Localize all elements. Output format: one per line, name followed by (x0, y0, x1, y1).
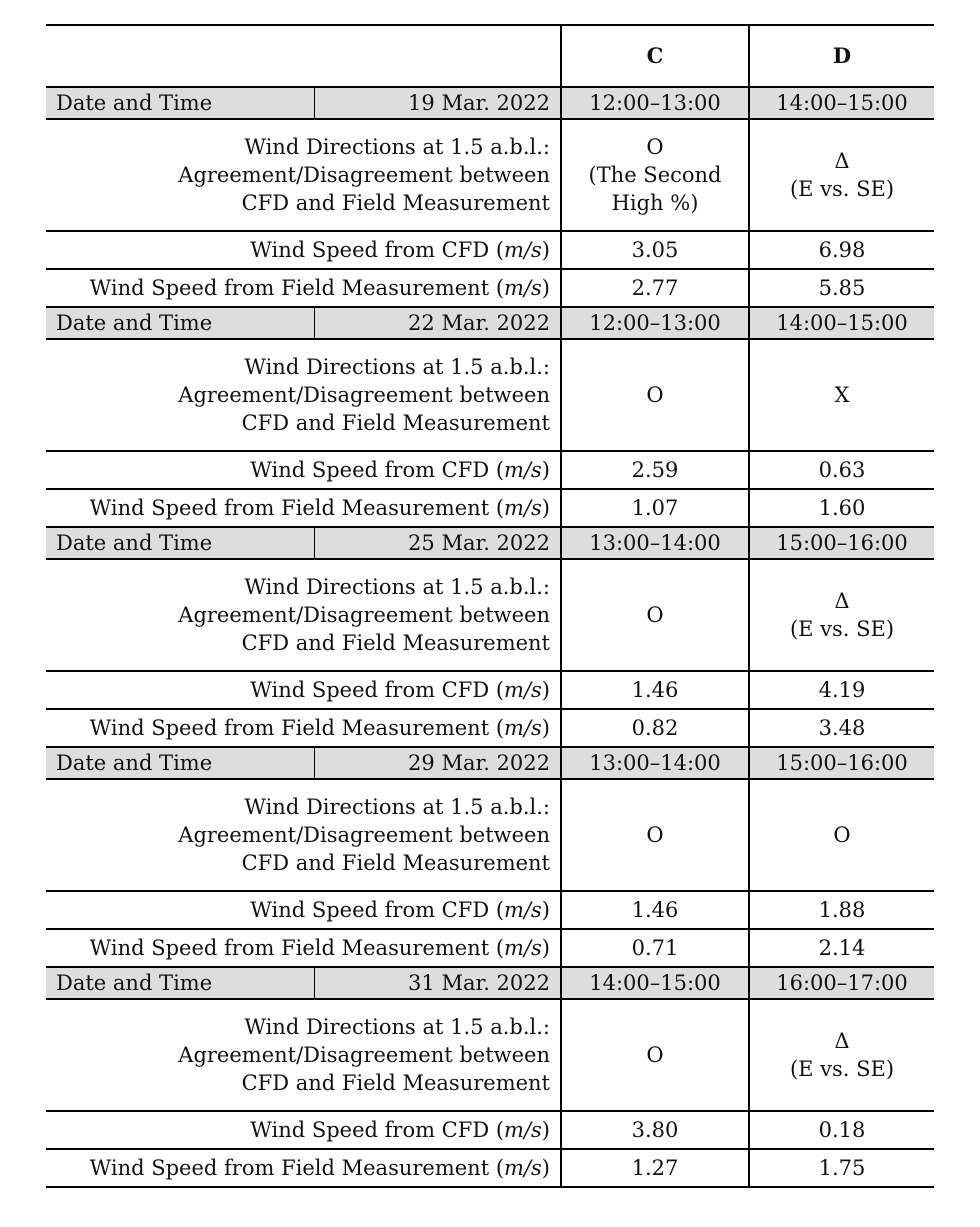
table-body (46, 25, 934, 1187)
field-speed-d: 5.85 (749, 269, 934, 307)
cfd-speed-d: 0.63 (749, 451, 934, 489)
label-text: Wind Speed from CFD ( (250, 458, 505, 482)
label-text: Wind Speed from Field Measurement ( (89, 1156, 505, 1180)
cfd-speed-label (46, 451, 561, 489)
direction-line: Δ (834, 149, 850, 173)
cfd-speed-row (46, 891, 934, 929)
date-value: 19 Mar. 2022 (314, 87, 561, 119)
date-label: Date and Time (46, 307, 314, 339)
field-speed-row (46, 929, 934, 967)
label-line: Wind Directions at 1.5 a.b.l.: (244, 1015, 550, 1039)
direction-line: X (834, 383, 850, 407)
unit: m/s (504, 898, 542, 922)
field-speed-d: 1.75 (749, 1149, 934, 1187)
wind-direction-row (46, 119, 934, 231)
cfd-speed-c: 1.46 (561, 891, 749, 929)
date-row (46, 967, 934, 999)
date-row (46, 307, 934, 339)
cfd-speed-d: 4.19 (749, 671, 934, 709)
unit: m/s (504, 678, 542, 702)
field-speed-c: 1.27 (561, 1149, 749, 1187)
wind-direction-row (46, 779, 934, 891)
label-line: CFD and Field Measurement (241, 631, 550, 655)
direction-line: O (646, 135, 664, 159)
direction-c (561, 559, 749, 671)
date-label: Date and Time (46, 747, 314, 779)
wind-direction-label (46, 119, 561, 231)
direction-line: Δ (834, 589, 850, 613)
cfd-speed-row (46, 451, 934, 489)
field-speed-label (46, 929, 561, 967)
direction-line: (The Second (588, 163, 722, 187)
label-text: Wind Speed from CFD ( (250, 1118, 505, 1142)
wind-direction-row (46, 339, 934, 451)
time-d: 14:00–15:00 (749, 307, 934, 339)
unit: m/s (504, 716, 542, 740)
label-line: Agreement/Disagreement between (178, 823, 550, 847)
label-text: Wind Speed from CFD ( (250, 678, 505, 702)
field-speed-row (46, 269, 934, 307)
direction-d (749, 559, 934, 671)
direction-line: O (646, 823, 664, 847)
cfd-speed-c: 3.80 (561, 1111, 749, 1149)
unit: m/s (504, 936, 542, 960)
date-value: 29 Mar. 2022 (314, 747, 561, 779)
time-d: 16:00–17:00 (749, 967, 934, 999)
date-value: 31 Mar. 2022 (314, 967, 561, 999)
direction-c (561, 999, 749, 1111)
date-row (46, 527, 934, 559)
wind-direction-label (46, 559, 561, 671)
label-text: Wind Speed from CFD ( (250, 898, 505, 922)
unit: m/s (504, 238, 542, 262)
direction-line: (E vs. SE) (789, 1057, 895, 1081)
close-paren: ) (541, 716, 550, 740)
wind-direction-label (46, 779, 561, 891)
close-paren: ) (541, 1156, 550, 1180)
time-c: 12:00–13:00 (561, 87, 749, 119)
date-label: Date and Time (46, 527, 314, 559)
cfd-speed-d: 6.98 (749, 231, 934, 269)
cfd-speed-label (46, 231, 561, 269)
cfd-speed-row (46, 1111, 934, 1149)
label-text: Wind Speed from Field Measurement ( (89, 936, 505, 960)
field-speed-label (46, 1149, 561, 1187)
cfd-speed-d: 1.88 (749, 891, 934, 929)
field-speed-label (46, 709, 561, 747)
label-line: CFD and Field Measurement (241, 1071, 550, 1095)
field-speed-c: 0.82 (561, 709, 749, 747)
label-line: CFD and Field Measurement (241, 851, 550, 875)
unit: m/s (504, 1156, 542, 1180)
cfd-speed-row (46, 671, 934, 709)
time-c: 13:00–14:00 (561, 527, 749, 559)
close-paren: ) (541, 276, 550, 300)
time-d: 15:00–16:00 (749, 747, 934, 779)
label-line: CFD and Field Measurement (241, 411, 550, 435)
unit: m/s (504, 458, 542, 482)
column-header-c: C (561, 25, 749, 87)
label-line: Agreement/Disagreement between (178, 163, 550, 187)
wind-direction-row (46, 999, 934, 1111)
direction-line: O (646, 1043, 664, 1067)
label-text: Wind Speed from CFD ( (250, 238, 505, 262)
cfd-speed-label (46, 671, 561, 709)
unit: m/s (504, 276, 542, 300)
field-speed-c: 2.77 (561, 269, 749, 307)
close-paren: ) (541, 936, 550, 960)
label-text: Wind Speed from Field Measurement ( (89, 276, 505, 300)
header-row (46, 25, 934, 87)
wind-direction-label (46, 339, 561, 451)
direction-c (561, 339, 749, 451)
direction-line: (E vs. SE) (789, 617, 895, 641)
label-line: Agreement/Disagreement between (178, 383, 550, 407)
field-speed-c: 1.07 (561, 489, 749, 527)
header-empty-cell (46, 25, 561, 87)
label-text: Wind Speed from Field Measurement ( (89, 716, 505, 740)
wind-direction-row (46, 559, 934, 671)
date-row (46, 747, 934, 779)
close-paren: ) (541, 238, 550, 262)
field-speed-d: 2.14 (749, 929, 934, 967)
label-text: Wind Speed from Field Measurement ( (89, 496, 505, 520)
direction-c (561, 119, 749, 231)
time-c: 13:00–14:00 (561, 747, 749, 779)
direction-line: High %) (611, 191, 699, 215)
label-line: Wind Directions at 1.5 a.b.l.: (244, 355, 550, 379)
cfd-speed-c: 1.46 (561, 671, 749, 709)
field-speed-row (46, 489, 934, 527)
field-speed-d: 3.48 (749, 709, 934, 747)
cfd-speed-row (46, 231, 934, 269)
label-line: Agreement/Disagreement between (178, 1043, 550, 1067)
direction-d (749, 999, 934, 1111)
field-speed-row (46, 1149, 934, 1187)
direction-line: Δ (834, 1029, 850, 1053)
label-line: CFD and Field Measurement (241, 191, 550, 215)
label-line: Wind Directions at 1.5 a.b.l.: (244, 795, 550, 819)
field-speed-c: 0.71 (561, 929, 749, 967)
cfd-speed-c: 2.59 (561, 451, 749, 489)
close-paren: ) (541, 458, 550, 482)
direction-line: O (833, 823, 851, 847)
date-label: Date and Time (46, 87, 314, 119)
direction-line: O (646, 383, 664, 407)
field-speed-label (46, 489, 561, 527)
close-paren: ) (541, 898, 550, 922)
unit: m/s (504, 496, 542, 520)
field-speed-d: 1.60 (749, 489, 934, 527)
cfd-speed-c: 3.05 (561, 231, 749, 269)
label-line: Wind Directions at 1.5 a.b.l.: (244, 575, 550, 599)
direction-line: O (646, 603, 664, 627)
date-value: 25 Mar. 2022 (314, 527, 561, 559)
date-value: 22 Mar. 2022 (314, 307, 561, 339)
label-line: Agreement/Disagreement between (178, 603, 550, 627)
field-speed-label (46, 269, 561, 307)
direction-c (561, 779, 749, 891)
direction-d (749, 779, 934, 891)
close-paren: ) (541, 1118, 550, 1142)
label-line: Wind Directions at 1.5 a.b.l.: (244, 135, 550, 159)
cfd-speed-d: 0.18 (749, 1111, 934, 1149)
close-paren: ) (541, 678, 550, 702)
cfd-speed-label (46, 891, 561, 929)
time-d: 14:00–15:00 (749, 87, 934, 119)
field-speed-row (46, 709, 934, 747)
column-header-d: D (749, 25, 934, 87)
wind-direction-label (46, 999, 561, 1111)
time-d: 15:00–16:00 (749, 527, 934, 559)
wind-comparison-table (46, 24, 934, 1188)
cfd-speed-label (46, 1111, 561, 1149)
date-label: Date and Time (46, 967, 314, 999)
direction-d (749, 119, 934, 231)
date-row (46, 87, 934, 119)
direction-d (749, 339, 934, 451)
direction-line: (E vs. SE) (789, 177, 895, 201)
time-c: 14:00–15:00 (561, 967, 749, 999)
unit: m/s (504, 1118, 542, 1142)
close-paren: ) (541, 496, 550, 520)
time-c: 12:00–13:00 (561, 307, 749, 339)
